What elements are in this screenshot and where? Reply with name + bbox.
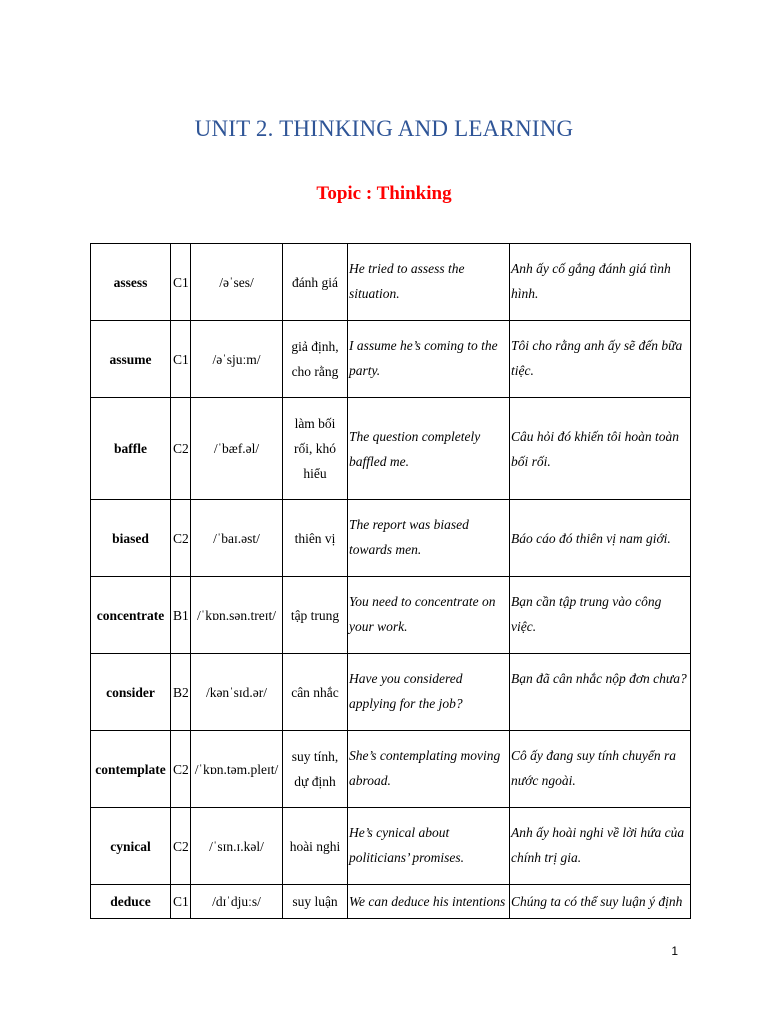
pronunciation-cell: /ˈsɪn.ɪ.kəl/	[191, 808, 283, 885]
pronunciation-cell: /ˈkɒn.sən.treɪt/	[191, 577, 283, 654]
translation-cell: Báo cáo đó thiên vị nam giới.	[510, 500, 691, 577]
page-number: 1	[671, 944, 678, 958]
level-cell: C1	[171, 885, 191, 919]
pronunciation-cell: /ˈbaɪ.əst/	[191, 500, 283, 577]
pronunciation-cell: /ˈbæf.əl/	[191, 398, 283, 500]
meaning-cell: thiên vị	[283, 500, 348, 577]
translation-cell: Bạn đã cân nhắc nộp đơn chưa?	[510, 654, 691, 731]
example-cell: She’s contemplating moving abroad.	[348, 731, 510, 808]
word-cell: deduce	[91, 885, 171, 919]
translation-cell: Anh ấy cố gắng đánh giá tình hình.	[510, 244, 691, 321]
table-row	[91, 577, 691, 654]
meaning-cell: cân nhắc	[283, 654, 348, 731]
pronunciation-cell: /ˈkɒn.təm.pleɪt/	[191, 731, 283, 808]
example-cell: The report was biased towards men.	[348, 500, 510, 577]
example-cell: The question completely baffled me.	[348, 398, 510, 500]
vocabulary-table	[90, 243, 691, 919]
meaning-cell: làm bối rối, khó hiểu	[283, 398, 348, 500]
meaning-cell: giả định, cho rằng	[283, 321, 348, 398]
translation-cell: Tôi cho rằng anh ấy sẽ đến bữa tiệc.	[510, 321, 691, 398]
example-cell: You need to concentrate on your work.	[348, 577, 510, 654]
table-row	[91, 321, 691, 398]
translation-cell: Anh ấy hoài nghi về lời hứa của chính trị gia.	[510, 808, 691, 885]
translation-cell: Bạn cần tập trung vào công việc.	[510, 577, 691, 654]
level-cell: C1	[171, 244, 191, 321]
table-row	[91, 731, 691, 808]
meaning-cell: đánh giá	[283, 244, 348, 321]
translation-cell: Cô ấy đang suy tính chuyển ra nước ngoài.	[510, 731, 691, 808]
table-row	[91, 398, 691, 500]
meaning-cell: suy tính, dự định	[283, 731, 348, 808]
example-cell: I assume he’s coming to the party.	[348, 321, 510, 398]
word-cell: biased	[91, 500, 171, 577]
word-cell: contemplate	[91, 731, 171, 808]
word-cell: cynical	[91, 808, 171, 885]
topic-heading: Topic : Thinking	[316, 183, 452, 204]
word-cell: baffle	[91, 398, 171, 500]
translation-cell: Chúng ta có thể suy luận ý định	[510, 885, 691, 919]
example-cell: We can deduce his intentions	[348, 885, 510, 919]
table-row	[91, 244, 691, 321]
level-cell: C2	[171, 500, 191, 577]
example-cell: He tried to assess the situation.	[348, 244, 510, 321]
level-cell: C2	[171, 808, 191, 885]
example-cell: He’s cynical about politicians’ promises.	[348, 808, 510, 885]
meaning-cell: hoài nghi	[283, 808, 348, 885]
example-cell: Have you considered applying for the job?	[348, 654, 510, 731]
table-row	[91, 885, 691, 919]
level-cell: C2	[171, 731, 191, 808]
word-cell: assess	[91, 244, 171, 321]
unit-title: UNIT 2. THINKING AND LEARNING	[194, 116, 574, 141]
word-cell: assume	[91, 321, 171, 398]
pronunciation-cell: /dɪˈdjuːs/	[191, 885, 283, 919]
translation-cell: Câu hỏi đó khiến tôi hoàn toàn bối rối.	[510, 398, 691, 500]
pronunciation-cell: /kənˈsɪd.ər/	[191, 654, 283, 731]
level-cell: C1	[171, 321, 191, 398]
pronunciation-cell: /əˈsjuːm/	[191, 321, 283, 398]
meaning-cell: suy luận	[283, 885, 348, 919]
word-cell: concentrate	[91, 577, 171, 654]
word-cell: consider	[91, 654, 171, 731]
table-row	[91, 500, 691, 577]
pronunciation-cell: /əˈses/	[191, 244, 283, 321]
table-row	[91, 808, 691, 885]
meaning-cell: tập trung	[283, 577, 348, 654]
level-cell: B1	[171, 577, 191, 654]
level-cell: C2	[171, 398, 191, 500]
level-cell: B2	[171, 654, 191, 731]
table-row	[91, 654, 691, 731]
